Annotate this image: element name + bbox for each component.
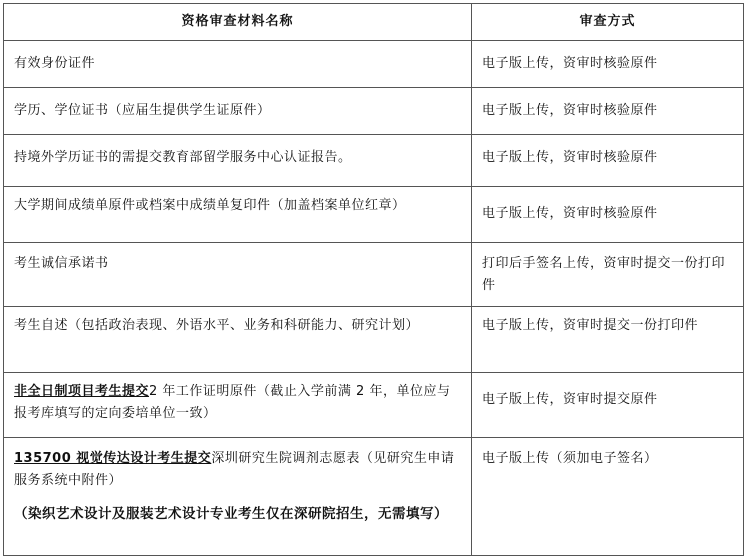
method-cell: 电子版上传，资审时核验原件 (472, 187, 744, 243)
method-cell: 电子版上传，资审时提交原件 (472, 373, 744, 438)
method-cell: 电子版上传（须加电子签名） (472, 438, 744, 556)
method-cell: 电子版上传，资审时核验原件 (472, 41, 744, 88)
material-cell: 考生自述（包括政治表现、外语水平、业务和科研能力、研究计划） (4, 307, 472, 373)
method-cell: 电子版上传，资审时核验原件 (472, 135, 744, 187)
material-cell: 持境外学历证书的需提交教育部留学服务中心认证报告。 (4, 135, 472, 187)
table-row (4, 41, 744, 88)
material-cell: 学历、学位证书（应届生提供学生证原件） (4, 88, 472, 135)
qualification-review-table (3, 3, 744, 556)
table-row (4, 307, 744, 373)
header-review-method: 审查方式 (472, 4, 744, 41)
material-emphasis: 135700 视觉传达设计考生提交 (14, 451, 212, 466)
method-cell: 电子版上传，资审时提交一份打印件 (472, 307, 744, 373)
method-cell: 电子版上传，资审时核验原件 (472, 88, 744, 135)
table-row (4, 373, 744, 438)
material-main (14, 448, 461, 492)
table-row (4, 135, 744, 187)
material-cell: 大学期间成绩单原件或档案中成绩单复印件（加盖档案单位红章） (4, 187, 472, 243)
method-cell: 打印后手签名上传，资审时提交一份打印件 (472, 243, 744, 307)
material-cell: 考生诚信承诺书 (4, 243, 472, 307)
material-note: （染织艺术设计及服装艺术设计专业考生仅在深研院招生，无需填写） (14, 506, 448, 522)
table-row (4, 243, 744, 307)
material-text: 2 年工作证明原件（截止入学前满 2 年，单位应与报考库填写的定向委培单位一致） (14, 384, 451, 421)
material-cell (4, 373, 472, 438)
material-cell: 有效身份证件 (4, 41, 472, 88)
material-cell (4, 438, 472, 556)
material-emphasis: 非全日制项目考生提交 (14, 384, 150, 399)
table-row (4, 187, 744, 243)
table-row (4, 438, 744, 556)
material-text: 深圳研究生院调剂志愿表（见研究生申请服务系统中附件） (14, 451, 455, 488)
table-header-row (4, 4, 744, 41)
header-material-name: 资格审查材料名称 (4, 4, 472, 41)
table-row (4, 88, 744, 135)
